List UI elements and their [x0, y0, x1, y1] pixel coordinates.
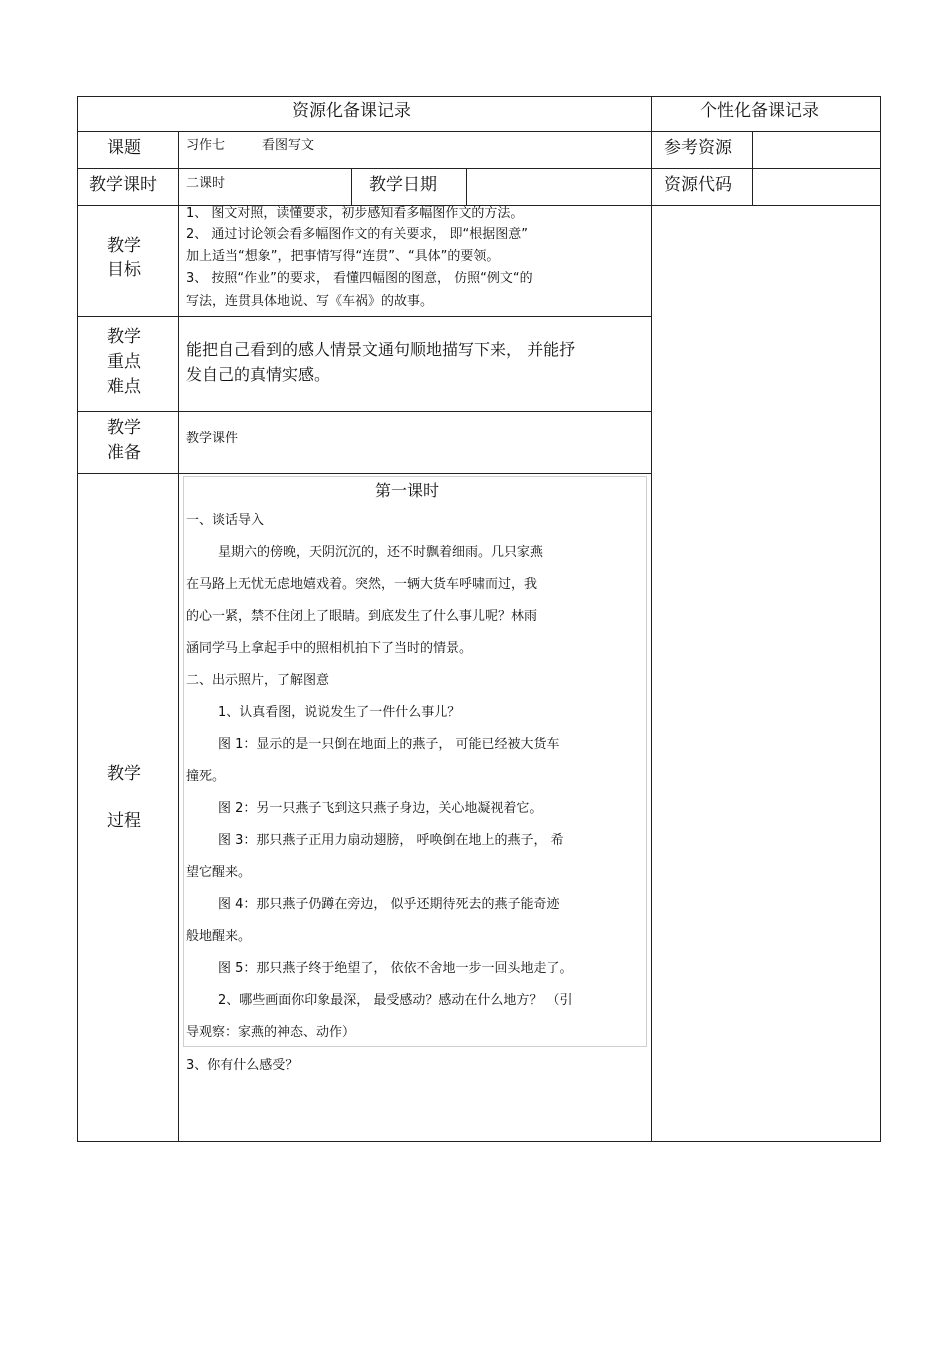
- row-divider: [77, 316, 652, 317]
- topic-value-part2: 看图写文: [262, 138, 315, 153]
- column-divider: [178, 131, 179, 1141]
- row-divider: [77, 473, 652, 474]
- goals-label-line2: 目标: [107, 260, 141, 280]
- process-label-line2: 过程: [107, 811, 141, 831]
- process-line: 图 4：那只燕子仍蹲在旁边， 似乎还期待死去的燕子能奇迹: [218, 897, 560, 912]
- process-line: 导观察：家燕的神态、动作）: [186, 1025, 356, 1040]
- table-border-right: [880, 96, 881, 1141]
- prep-label-line1: 教学: [107, 418, 141, 438]
- goals-line: 1、 图文对照，读懂要求，初步感知看多幅图作文的方法。: [186, 206, 524, 221]
- resource-code-label: 资源代码: [664, 175, 732, 195]
- process-line: 望它醒来。: [186, 865, 252, 880]
- process-line: 2、哪些画面你印象最深， 最受感动？感动在什么地方？ （引: [218, 993, 573, 1008]
- goals-line: 加上适当“想象”，把事情写得“连贯”、“具体”的要领。: [186, 249, 500, 264]
- row-divider: [77, 131, 881, 132]
- keypoints-line: 能把自己看到的感人情景文通句顺地描写下来， 并能抒: [186, 340, 576, 359]
- reference-resources-label: 参考资源: [664, 138, 732, 158]
- row-divider: [77, 411, 652, 412]
- period-value: 二课时: [186, 176, 226, 191]
- keypoints-label-line2: 重点: [107, 352, 141, 372]
- process-line: 在马路上无忧无虑地嬉戏着。突然，一辆大货车呼啸而过，我: [186, 577, 538, 592]
- header-right-title: 个性化备课记录: [700, 101, 819, 121]
- process-line: 一、谈话导入: [186, 513, 265, 528]
- date-label: 教学日期: [369, 175, 437, 195]
- prep-value: 教学课件: [186, 431, 239, 446]
- goals-line: 2、 通过讨论领会看多幅图作文的有关要求， 即“根据图意”: [186, 227, 529, 242]
- row-divider: [77, 168, 881, 169]
- period-label: 教学课时: [89, 175, 157, 195]
- goals-line: 写法，连贯具体地说、写《车祸》的故事。: [186, 294, 434, 309]
- column-divider: [466, 168, 467, 205]
- process-line: 图 5：那只燕子终于绝望了， 依依不舍地一步一回头地走了。: [218, 961, 573, 976]
- process-line: 二、出示照片，了解图意: [186, 673, 330, 688]
- process-line: 撞死。: [186, 769, 226, 784]
- column-divider: [651, 96, 652, 1141]
- process-line: 的心一紧，禁不住闭上了眼睛。到底发生了什么事儿呢？林雨: [186, 609, 538, 624]
- column-divider: [752, 131, 753, 205]
- process-line: 图 2：另一只燕子飞到这只燕子身边，关心地凝视着它。: [218, 801, 543, 816]
- table-border-top: [77, 96, 881, 97]
- keypoints-label-line1: 教学: [107, 327, 141, 347]
- lesson-title: 第一课时: [375, 481, 440, 500]
- process-line: 图 1：显示的是一只倒在地面上的燕子， 可能已经被大货车: [218, 737, 560, 752]
- prep-label-line2: 准备: [107, 443, 141, 463]
- goals-line: 3、 按照“作业”的要求， 看懂四幅图的图意， 仿照“例文“的: [186, 271, 533, 286]
- keypoints-label-line3: 难点: [107, 377, 141, 397]
- topic-label: 课题: [107, 138, 141, 158]
- process-line: 3、你有什么感受？: [186, 1058, 299, 1073]
- goals-label-line1: 教学: [107, 236, 141, 256]
- process-line: 星期六的傍晚，天阴沉沉的，还不时飘着细雨。几只家燕: [218, 545, 544, 560]
- process-line: 图 3：那只燕子正用力扇动翅膀， 呼唤倒在地上的燕子， 希: [218, 833, 564, 848]
- header-left-title: 资源化备课记录: [292, 101, 411, 121]
- process-label-line1: 教学: [107, 764, 141, 784]
- column-divider: [351, 168, 352, 205]
- process-line: 般地醒来。: [186, 929, 252, 944]
- process-line: 1、认真看图，说说发生了一件什么事儿？: [218, 705, 461, 720]
- keypoints-line: 发自己的真情实感。: [186, 365, 331, 384]
- topic-value-part1: 习作七: [186, 138, 226, 153]
- process-line: 涵同学马上拿起手中的照相机拍下了当时的情景。: [186, 641, 473, 656]
- table-border-left: [77, 96, 78, 1141]
- table-border-bottom: [77, 1141, 881, 1142]
